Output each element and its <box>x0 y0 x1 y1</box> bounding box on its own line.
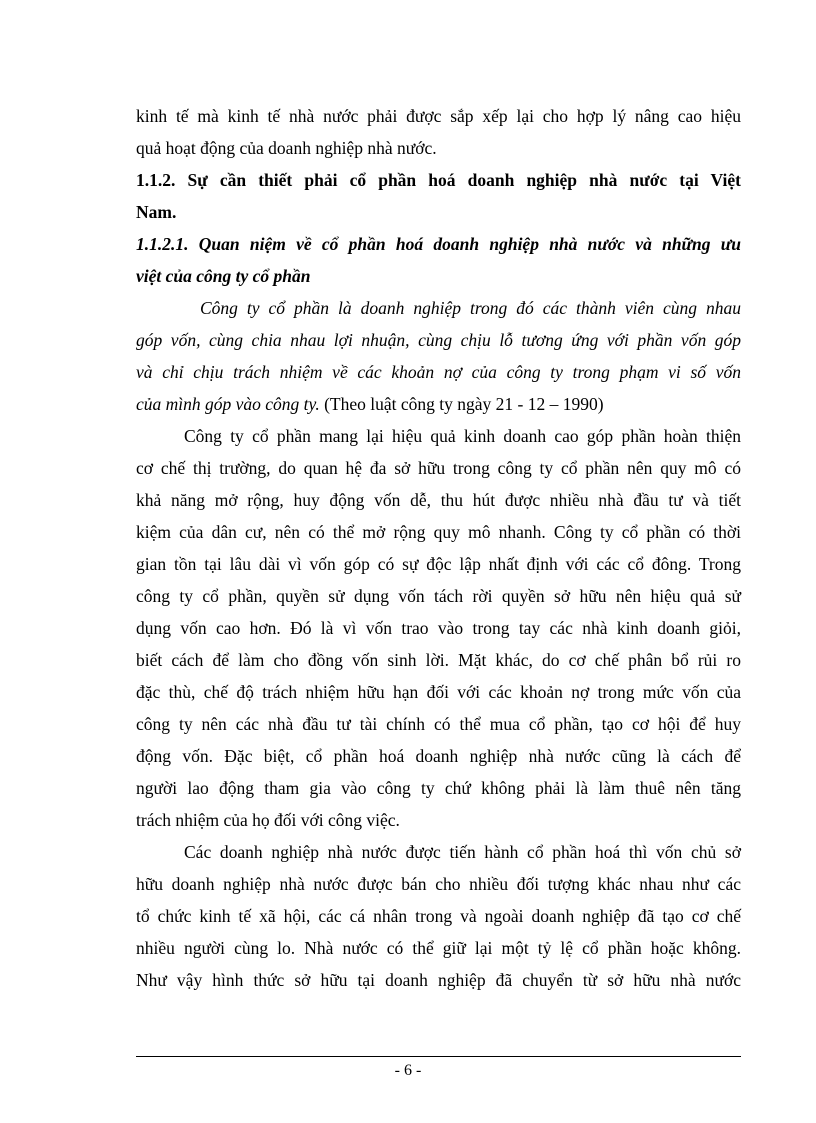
text-line: cơ chế thị trường, do quan hệ đa sở hữu trong công ty cổ phần nên quy mô có <box>136 458 741 478</box>
definition-line <box>136 388 741 420</box>
text-line: nhiều người cùng lo. Nhà nước có thể giữ lại một tỷ lệ cổ phần hoặc không. <box>136 938 741 958</box>
definition-line: Công ty cổ phần là doanh nghiệp trong đó các thành viên cùng nhau <box>200 298 741 318</box>
text-line: dụng vốn cao hơn. Đó là vì vốn trao vào trong tay các nhà kinh doanh giỏi, <box>136 618 741 638</box>
text-line: kinh tế mà kinh tế nhà nước phải được sắp xếp lại cho hợp lý nâng cao hiệu <box>136 106 741 126</box>
subsection-heading: việt của công ty cổ phần <box>136 266 311 286</box>
page-number: - 6 - <box>394 1062 422 1079</box>
definition-line: và chỉ chịu trách nhiệm về các khoản nợ của công ty trong phạm vi số vốn <box>136 362 741 382</box>
text-line: trách nhiệm của họ đối với công việc. <box>136 810 400 830</box>
text-line: người lao động tham gia vào công ty chứ không phải là làm thuê nên tăng <box>136 778 741 798</box>
subsection-heading: 1.1.2.1. Quan niệm về cổ phần hoá doanh nghiệp nhà nước và những ưu <box>136 234 741 254</box>
document-body <box>136 100 741 996</box>
section-heading: 1.1.2. Sự cần thiết phải cổ phần hoá doanh nghiệp nhà nước tại Việt <box>136 170 741 190</box>
text-line: công ty nên các nhà đầu tư tài chính có thể mua cổ phần, tạo cơ hội để huy <box>136 714 741 734</box>
definition-italic: của mình góp vào công ty. <box>136 394 325 414</box>
text-line: công ty cổ phần, quyền sử dụng vốn tách rời quyền sở hữu nên hiệu quả sử <box>136 586 741 606</box>
citation: (Theo luật công ty ngày 21 - 12 – 1990) <box>324 394 604 414</box>
text-line: biết cách để làm cho đồng vốn sinh lời. Mặt khác, do cơ chế phân bổ rủi ro <box>136 650 741 670</box>
text-line: tổ chức kinh tế xã hội, các cá nhân trong và ngoài doanh nghiệp đã tạo cơ chế <box>136 906 741 926</box>
text-line: gian tồn tại lâu dài vì vốn góp có sự độc lập nhất định với các cổ đông. Trong <box>136 554 741 574</box>
text-line: quả hoạt động của doanh nghiệp nhà nước. <box>136 138 437 158</box>
text-line: hữu doanh nghiệp nhà nước được bán cho nhiều đối tượng khác nhau như các <box>136 874 741 894</box>
text-line: Như vậy hình thức sở hữu tại doanh nghiệp đã chuyển từ sở hữu nhà nước <box>136 970 741 990</box>
text-line: Công ty cổ phần mang lại hiệu quả kinh doanh cao góp phần hoàn thiện <box>184 426 741 446</box>
text-line: khả năng mở rộng, huy động vốn dễ, thu hút được nhiều nhà đầu tư và tiết <box>136 490 741 510</box>
footer-rule <box>136 1056 741 1057</box>
text-line: Các doanh nghiệp nhà nước được tiến hành cổ phần hoá thì vốn chủ sở <box>184 842 741 862</box>
text-line: động vốn. Đặc biệt, cổ phần hoá doanh nghiệp nhà nước cũng là cách để <box>136 746 741 766</box>
text-line: đặc thù, chế độ trách nhiệm hữu hạn đối với các khoản nợ trong mức vốn của <box>136 682 741 702</box>
definition-line: góp vốn, cùng chia nhau lợi nhuận, cùng chịu lỗ tương ứng với phần vốn góp <box>136 330 741 350</box>
section-heading: Nam. <box>136 202 177 222</box>
text-line: kiệm của dân cư, nên có thể mở rộng quy mô nhanh. Công ty cổ phần có thời <box>136 522 741 542</box>
